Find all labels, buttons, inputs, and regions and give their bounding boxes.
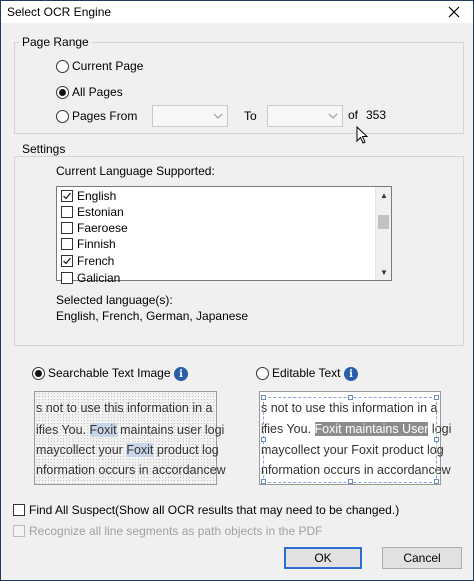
checkmark-icon — [62, 256, 72, 266]
selection-handle — [261, 395, 266, 400]
language-name: French — [77, 254, 115, 268]
scroll-thumb[interactable] — [378, 215, 389, 229]
all-pages-radio[interactable] — [56, 85, 123, 99]
searchable-text-image-label: Searchable Text Image — [48, 366, 171, 380]
language-checkbox[interactable] — [61, 272, 73, 284]
all-pages-label: All Pages — [72, 85, 123, 99]
scroll-down-icon[interactable]: ▼ — [380, 267, 388, 277]
info-icon[interactable]: i — [174, 367, 188, 381]
preview-line: nformation occurs in accordancew — [36, 463, 226, 477]
language-name: English — [77, 189, 117, 203]
settings-label: Settings — [19, 142, 68, 156]
searchable-preview-image — [34, 391, 226, 485]
editable-radio-dot — [256, 367, 269, 380]
language-name: Faeroese — [77, 221, 128, 235]
scroll-up-icon[interactable]: ▲ — [380, 190, 388, 200]
close-button[interactable] — [435, 1, 473, 23]
language-checkbox[interactable] — [61, 190, 73, 202]
language-name: Estonian — [77, 205, 124, 219]
selection-handle — [348, 395, 353, 400]
cancel-button-label: Cancel — [403, 551, 441, 565]
searchable-text-image-radio[interactable] — [32, 366, 171, 380]
pages-from-radio-dot — [56, 110, 69, 123]
info-icon[interactable]: i — [344, 367, 358, 381]
pages-to-dropdown[interactable] — [267, 105, 343, 127]
all-pages-radio-dot — [56, 86, 69, 99]
selection-handle — [434, 437, 439, 442]
selection-handle — [261, 479, 266, 484]
to-label: To — [244, 109, 257, 123]
preview-line: maycollect your Foxit product log — [36, 443, 219, 457]
title-bar — [1, 1, 473, 23]
find-all-suspect-option[interactable] — [13, 503, 399, 517]
editable-text-label: Editable Text — [272, 366, 341, 380]
page-range-label: Page Range — [19, 35, 92, 49]
languages-label: Current Language Supported: — [56, 164, 215, 178]
preview-line: s not to use this information in a — [261, 401, 438, 415]
language-item-english[interactable] — [61, 188, 116, 204]
language-item-faeroese[interactable] — [61, 220, 128, 236]
preview-line: ifies You. Foxit maintains user logi — [36, 423, 225, 437]
chevron-down-icon — [213, 111, 223, 121]
recognize-lines-option — [13, 524, 323, 538]
selection-handle — [434, 395, 439, 400]
language-item-french[interactable] — [61, 253, 114, 269]
searchable-radio-dot — [32, 367, 45, 380]
selected-languages-label: Selected language(s): — [56, 293, 173, 307]
chevron-down-icon — [328, 111, 338, 121]
ok-button-label: OK — [314, 551, 332, 565]
preview-line: nformation occurs in accordancew — [261, 463, 451, 477]
language-item-estonian[interactable] — [61, 204, 124, 220]
selected-languages-value: English, French, German, Japanese — [56, 309, 249, 323]
language-list-scrollbar[interactable] — [375, 187, 391, 280]
selection-handle — [261, 437, 266, 442]
language-checkbox[interactable] — [61, 222, 73, 234]
current-page-label: Current Page — [72, 59, 144, 73]
editable-text-radio[interactable] — [256, 366, 341, 380]
language-name: Galician — [77, 271, 121, 285]
language-checkbox[interactable] — [61, 206, 73, 218]
language-item-galician[interactable] — [61, 270, 120, 286]
preview-line: maycollect your Foxit product log — [261, 443, 444, 457]
pages-from-radio[interactable] — [56, 109, 137, 123]
pages-from-dropdown[interactable] — [152, 105, 228, 127]
mouse-cursor-icon — [356, 126, 368, 145]
find-all-suspect-checkbox[interactable] — [13, 504, 25, 516]
current-page-radio[interactable] — [56, 59, 143, 73]
editable-preview-image — [259, 391, 452, 485]
language-item-finnish[interactable] — [61, 236, 116, 252]
language-name: Finnish — [77, 237, 116, 251]
ok-button[interactable] — [284, 547, 362, 569]
language-checkbox[interactable] — [61, 255, 73, 267]
preview-line: ifies You. Foxit maintains User logi — [261, 422, 452, 436]
selection-frame — [263, 397, 437, 483]
selection-handle — [348, 479, 353, 484]
recognize-lines-label: Recognize all line segments as path objects in the PDF — [29, 524, 323, 538]
pages-from-label: Pages From — [72, 109, 138, 123]
preview-line: s not to use this information in a — [36, 401, 213, 415]
current-page-radio-dot — [56, 60, 69, 73]
find-all-suspect-label: Find All Suspect(Show all OCR results that may need to be changed.) — [29, 503, 400, 517]
close-icon — [449, 7, 459, 17]
checkmark-icon — [62, 191, 72, 201]
recognize-lines-checkbox — [13, 525, 25, 537]
language-list[interactable] — [56, 186, 392, 285]
total-pages: 353 — [366, 108, 387, 122]
window-title: Select OCR Engine — [7, 5, 112, 19]
cancel-button[interactable] — [382, 547, 462, 569]
selection-handle — [434, 479, 439, 484]
of-label: of — [348, 108, 359, 122]
language-checkbox[interactable] — [61, 238, 73, 250]
